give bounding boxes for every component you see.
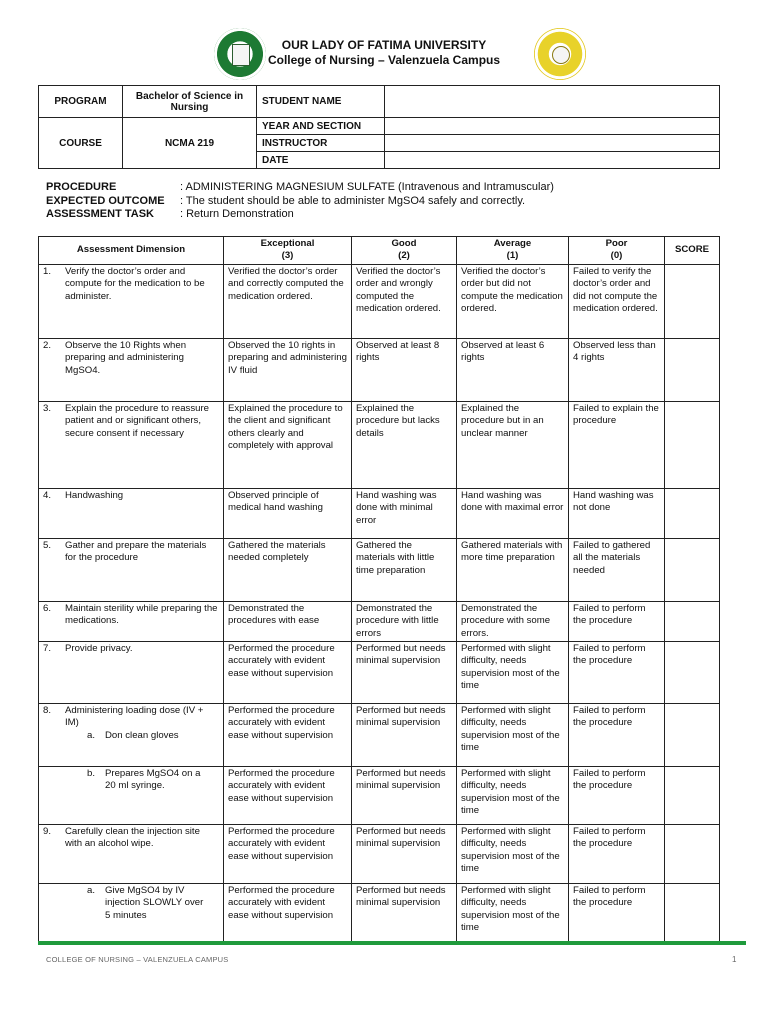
average-cell: Performed with slight difficulty, needs supervision most of the time	[457, 642, 569, 704]
good-cell: Performed but needs minimal supervision	[352, 704, 457, 767]
poor-cell: Failed to perform the procedure	[569, 642, 665, 704]
footer-divider	[38, 941, 746, 945]
university-name: OUR LADY OF FATIMA UNIVERSITY	[281, 38, 487, 52]
average-cell: Performed with slight difficulty, needs supervision most of the time	[457, 767, 569, 825]
average-cell: Performed with slight difficulty, needs supervision most of the time	[457, 884, 569, 943]
program-value: Bachelor of Science in Nursing	[123, 86, 257, 118]
student-name-label: STUDENT NAME	[257, 86, 385, 118]
header-dimension: Assessment Dimension	[39, 237, 224, 265]
table-row	[39, 825, 720, 884]
table-row	[39, 538, 720, 601]
dimension-cell: 2. Observe the 10 Rights when preparing and administering MgSO4.	[39, 338, 224, 401]
score-cell[interactable]	[665, 825, 720, 884]
score-cell[interactable]	[665, 488, 720, 538]
score-cell[interactable]	[665, 767, 720, 825]
dimension-cell: 1. Verify the doctor’s order and compute for the medication to be administer.	[39, 264, 224, 338]
average-cell: Hand washing was done with maximal error	[457, 488, 569, 538]
campus-name: College of Nursing – Valenzuela Campus	[267, 53, 501, 67]
good-cell: Performed but needs minimal supervision	[352, 767, 457, 825]
program-label: PROGRAM	[39, 86, 123, 118]
good-cell: Observed at least 8 rights	[352, 338, 457, 401]
header-exceptional: Exceptional (3)	[224, 237, 352, 265]
score-cell[interactable]	[665, 338, 720, 401]
procedure-value: : ADMINISTERING MAGNESIUM SULFATE (Intravenous and Intramuscular)	[180, 181, 554, 193]
table-row	[39, 601, 720, 641]
task-label: ASSESSMENT TASK	[46, 208, 154, 220]
year-section-field[interactable]	[385, 118, 720, 135]
header-poor: Poor (0)	[569, 237, 665, 265]
dimension-cell: 4. Handwashing	[39, 488, 224, 538]
table-row	[39, 338, 720, 401]
exceptional-cell: Performed the procedure accurately with evident ease without supervision	[224, 825, 352, 884]
score-cell[interactable]	[665, 538, 720, 601]
exceptional-cell: Performed the procedure accurately with evident ease without supervision	[224, 642, 352, 704]
dimension-cell: a. Give MgSO4 by IV injection SLOWLY over 5 minutes	[39, 884, 224, 943]
exceptional-cell: Performed the procedure accurately with evident ease without supervision	[224, 767, 352, 825]
score-cell[interactable]	[665, 264, 720, 338]
score-cell[interactable]	[665, 704, 720, 767]
poor-cell: Failed to perform the procedure	[569, 884, 665, 943]
score-cell[interactable]	[665, 601, 720, 641]
rubric-table	[38, 236, 720, 943]
dimension-cell: 5. Gather and prepare the materials for the procedure	[39, 538, 224, 601]
score-cell[interactable]	[665, 401, 720, 488]
exceptional-cell: Explained the procedure to the client and significant others clearly and completely with approval	[224, 401, 352, 488]
score-cell[interactable]	[665, 642, 720, 704]
good-cell: Verified the doctor’s order and wrongly computed the medication ordered.	[352, 264, 457, 338]
poor-cell: Hand washing was not done	[569, 488, 665, 538]
procedure-label: PROCEDURE	[46, 181, 117, 193]
poor-cell: Failed to perform the procedure	[569, 825, 665, 884]
average-cell: Observed at least 6 rights	[457, 338, 569, 401]
poor-cell: Failed to gathered all the materials needed	[569, 538, 665, 601]
task-value: : Return Demonstration	[180, 208, 294, 220]
table-row	[39, 704, 720, 767]
poor-cell: Failed to perform the procedure	[569, 767, 665, 825]
student-info-table	[38, 85, 720, 169]
instructor-field[interactable]	[385, 135, 720, 152]
good-cell: Demonstrated the procedure with little errors	[352, 601, 457, 641]
dimension-cell: b. Prepares MgSO4 on a 20 ml syringe.	[39, 767, 224, 825]
header-average: Average (1)	[457, 237, 569, 265]
good-cell: Hand washing was done with minimal error	[352, 488, 457, 538]
outcome-value: : The student should be able to administer MgSO4 safely and correctly.	[180, 195, 526, 207]
good-cell: Performed but needs minimal supervision	[352, 825, 457, 884]
exceptional-cell: Gathered the materials needed completely	[224, 538, 352, 601]
instructor-label: INSTRUCTOR	[257, 135, 385, 152]
good-cell: Performed but needs minimal supervision	[352, 642, 457, 704]
dimension-cell: 7. Provide privacy.	[39, 642, 224, 704]
header-good: Good (2)	[352, 237, 457, 265]
outcome-label: EXPECTED OUTCOME	[46, 195, 165, 207]
dimension-cell: 3. Explain the procedure to reassure patient and or significant others, secure consent if necessary	[39, 401, 224, 488]
course-label: COURSE	[39, 118, 123, 169]
course-value: NCMA 219	[123, 118, 257, 169]
date-field[interactable]	[385, 152, 720, 169]
poor-cell: Failed to perform the procedure	[569, 601, 665, 641]
table-row	[39, 642, 720, 704]
exceptional-cell: Observed the 10 rights in preparing and administering IV fluid	[224, 338, 352, 401]
exceptional-cell: Performed the procedure accurately with evident ease without supervision	[224, 704, 352, 767]
dimension-cell: 6. Maintain sterility while preparing the medications.	[39, 601, 224, 641]
page-number: 1	[732, 955, 737, 964]
year-section-label: YEAR AND SECTION	[257, 118, 385, 135]
exceptional-cell: Observed principle of medical hand washing	[224, 488, 352, 538]
poor-cell: Observed less than 4 rights	[569, 338, 665, 401]
good-cell: Gathered the materials with little time preparation	[352, 538, 457, 601]
table-row	[39, 264, 720, 338]
rubric-header-row	[39, 237, 720, 265]
exceptional-cell: Verified the doctor’s order and correctly computed the medication ordered.	[224, 264, 352, 338]
table-row	[39, 884, 720, 943]
good-cell: Explained the procedure but lacks details	[352, 401, 457, 488]
student-name-field[interactable]	[385, 86, 720, 118]
dimension-cell: 9. Carefully clean the injection site with an alcohol wipe.	[39, 825, 224, 884]
average-cell: Performed with slight difficulty, needs supervision most of the time	[457, 825, 569, 884]
footer-college: COLLEGE OF NURSING – VALENZUELA CAMPUS	[46, 955, 229, 964]
table-row	[39, 488, 720, 538]
table-row	[39, 401, 720, 488]
average-cell: Explained the procedure but in an unclear manner	[457, 401, 569, 488]
score-cell[interactable]	[665, 884, 720, 943]
good-cell: Performed but needs minimal supervision	[352, 884, 457, 943]
header-score: SCORE	[665, 237, 720, 265]
average-cell: Gathered materials with more time preparation	[457, 538, 569, 601]
average-cell: Performed with slight difficulty, needs supervision most of the time	[457, 704, 569, 767]
dimension-cell: 8. Administering loading dose (IV + IM) a. Don clean gloves	[39, 704, 224, 767]
table-row	[39, 767, 720, 825]
average-cell: Verified the doctor’s order but did not compute the medication ordered.	[457, 264, 569, 338]
average-cell: Demonstrated the procedure with some errors.	[457, 601, 569, 641]
poor-cell: Failed to explain the procedure	[569, 401, 665, 488]
date-label: DATE	[257, 152, 385, 169]
poor-cell: Failed to verify the doctor’s order and did not compute the medication ordered.	[569, 264, 665, 338]
exceptional-cell: Performed the procedure accurately with evident ease without supervision	[224, 884, 352, 943]
poor-cell: Failed to perform the procedure	[569, 704, 665, 767]
exceptional-cell: Demonstrated the procedures with ease	[224, 601, 352, 641]
